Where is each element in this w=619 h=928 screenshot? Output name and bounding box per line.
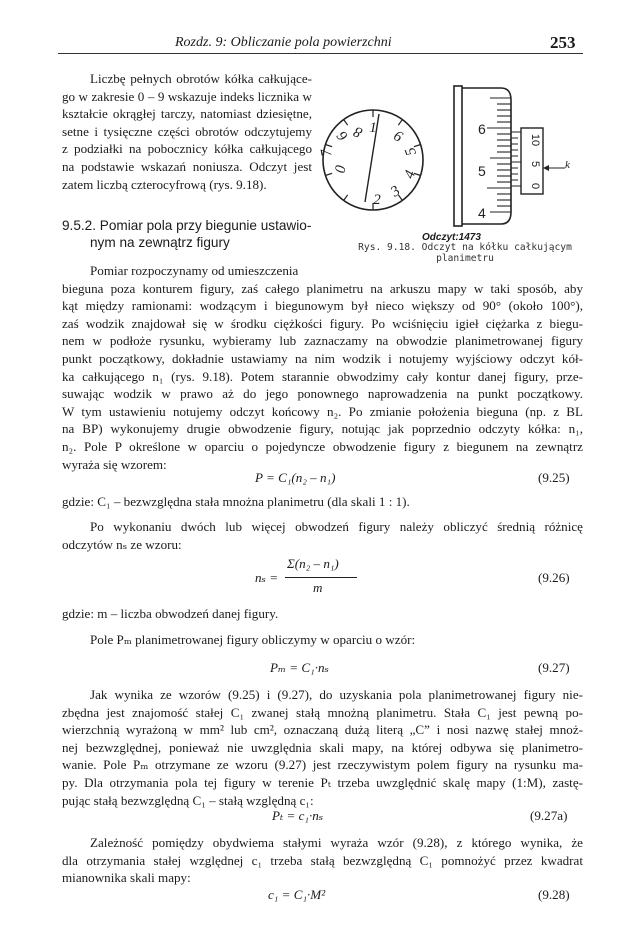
equation-number: (9.26) [538, 570, 570, 585]
text-line: wyraża się wzorem: [62, 456, 167, 472]
section-title-line: 9.5.2. Pomiar pola przy biegunie ustawio- [62, 218, 312, 233]
dial-digit: 7 [318, 147, 336, 158]
scale-digit: 6 [478, 121, 486, 137]
index-arrowhead [543, 165, 549, 171]
text-line: punkt początkowy, dokładnie ustawiamy na nim wodzik i notujemy wyjściowy odczyt kół- [62, 350, 583, 366]
equation-numerator: Σ(n₂ – n₁) [287, 556, 339, 571]
definition-m: gdzie: m – liczba obwodzeń danej figury. [62, 606, 279, 621]
text-line: Pomiar rozpoczynamy od umieszczenia [90, 263, 299, 278]
text-line: mianownika skali mapy: [62, 870, 191, 886]
text-line: wierzchnią wyrażoną w mm² lub cm², oznaczaną dużą literą „C” i nosi nazwę stałej mnoż- [62, 722, 583, 738]
equation-number: (9.28) [538, 887, 570, 902]
text-line: nej bezwzględnej, ponieważ nie uwzględnia skali mapy, na której odbywa się planimetro- [62, 739, 583, 755]
text-line: odczytów nₛ ze wzoru: [62, 536, 182, 552]
figure-reading-label: Odczyt:1473 [422, 232, 481, 243]
text-line: wanie. Pole Pₘ otrzymane ze wzoru (9.27) jest rzeczywistym polem figury na rysunku ma- [62, 757, 583, 773]
intro-paragraph [62, 70, 312, 193]
equation-9-27: Pₘ = C₁·nₛ [270, 660, 329, 675]
equation-number: (9.25) [538, 470, 570, 485]
dial-digit: 0 [332, 164, 350, 175]
scale-digit: 4 [478, 205, 486, 221]
figure-caption [340, 242, 590, 264]
text-line: zaś wodzik znajdował się w środku ciężkości figury. Po wciśnięciu igieł ciężarka z biegu- [62, 315, 583, 331]
intro-line: na podstawie wskazań noniusza. Odczyt jest [62, 158, 312, 174]
text-line: n₂. Pole P określone w oparciu o pojedyncze obwodzenie figury z biegunem na zewnątrz [62, 438, 583, 454]
text-line: ka całkującego n₁ (rys. 9.18). Potem starannie obwodzimy cały kontur danej figury, prze- [62, 368, 583, 384]
paragraph-relation [62, 834, 583, 887]
text-line: na BP) wykonujemy drugie obwodzenie figury, notując jak poprzednio odczyty kółka: n₁, [62, 421, 583, 437]
figure-caption-line: planimetru [436, 253, 494, 264]
text-line: Jak wynika ze wzorów (9.25) i (9.27), do uzyskania pola planimetrowanej figury nie- [90, 687, 583, 702]
wheel-drum [462, 88, 511, 224]
text-line: zbędna jest znajomość stałej C₁ zwanej stałą mnożną planimetru. Stała C₁ jest pewną po- [62, 704, 583, 720]
vernier-digit: 0 [529, 182, 541, 190]
equation-9-28: c₁ = C₁·M² [268, 887, 326, 902]
intro-line: setne i tysięczne części obrotów odczytujemy [62, 123, 312, 139]
text-line: Po wykonaniu dwóch lub więcej obwodzeń figury należy obliczyć średnią różnicę [90, 519, 583, 534]
intro-line: Liczbę pełnych obrotów kółka całkujące- [90, 71, 312, 86]
vernier-digit: 10 [529, 133, 541, 147]
running-header: Rozdz. 9: Obliczanie pola powierzchni [175, 35, 392, 50]
dial-digit: 4 [401, 168, 420, 181]
dial-digit: 5 [402, 145, 421, 158]
header-rule [58, 53, 583, 54]
section-title-line: nym na zewnątrz figury [90, 235, 230, 250]
equation-9-27a: Pₜ = c₁·nₛ [272, 808, 324, 823]
paragraph-constant [62, 686, 583, 809]
paragraph-average [62, 518, 583, 553]
vernier-ticks [511, 132, 521, 186]
dial-digit: 1 [369, 120, 377, 136]
dial-digit: 2 [373, 192, 381, 208]
dial-digit: 9 [391, 126, 407, 145]
paragraph-pm: Pole Pₘ planimetrowanej figury obliczymy w oparciu o wzór: [90, 632, 416, 647]
vernier-digit: 5 [529, 160, 541, 168]
text-line: pując stałą bezwzględną C₁ – stałą względną c₁: [62, 792, 314, 808]
equation-9-25: P = C₁(n₂ – n₁) [255, 470, 336, 485]
scale-digit: 5 [478, 163, 486, 179]
text-line: bieguna poza konturem figury, zaś całego planimetru na arkuszu mapy w taki sposób, aby [62, 280, 583, 296]
text-line: nem w podłoże rysunku, wybieramy lub zaznaczamy na obwodzie planimetrowanej figury [62, 333, 583, 349]
equation-denominator: m [313, 580, 323, 595]
paragraph-method [62, 262, 583, 473]
intro-line: kształcie okrągłej tarczy, natomiast dziesiętne, [62, 106, 312, 122]
intro-line: zatem liczbą czterocyfrową (rys. 9.18). [62, 176, 267, 192]
text-line: W tym ustawieniu notujemy odczyt końcowy n₂. Po zmianie położenia bieguna (np. z BL [62, 403, 583, 419]
dial-digit: 6 [334, 127, 352, 144]
figure-caption-line: Rys. 9.18. Odczyt na kółku całkującym [358, 242, 572, 253]
fraction-bar [285, 577, 357, 578]
wheel-scale [487, 98, 511, 212]
page-number: 253 [550, 33, 576, 52]
wheel-frame [454, 86, 462, 226]
dial-digit: 8 [351, 122, 366, 141]
text-line: kąt między ramionami: wodzącym i biegunowym był nieco większy od 90° (około 100°), [62, 298, 583, 314]
text-line: Zależność pomiędzy obydwiema stałymi wyraża wzór (9.28), z którego wynika, że [90, 835, 583, 850]
equation-lhs: nₛ = [255, 570, 279, 585]
index-letter: k [565, 159, 570, 171]
text-line: suwając wodzik w prawo aż do jego ponownego naprowadzenia na punkt początkowy. [62, 386, 583, 402]
equation-number: (9.27a) [530, 808, 568, 823]
intro-line: z podziałki na pobocznicy kółka całkującego [62, 141, 312, 157]
equation-number: (9.27) [538, 660, 570, 675]
section-heading [62, 217, 312, 251]
intro-line: go w zakresie 0 – 9 wskazuje indeks licznika w [62, 88, 312, 104]
definition-c1: gdzie: C₁ – bezwzględna stała mnożna planimetru (dla skali 1 : 1). [62, 494, 410, 509]
dial-digit: 3 [388, 183, 404, 201]
text-line: dla otrzymania stałej względnej c₁ trzeba stałą bezwzględną C₁ pomnożyć przez kwadrat [62, 852, 583, 868]
text-line: py. Dla otrzymania pola tej figury w terenie Pₜ trzeba uwzględnić skalę mapy (1:M), zastę- [62, 774, 583, 790]
